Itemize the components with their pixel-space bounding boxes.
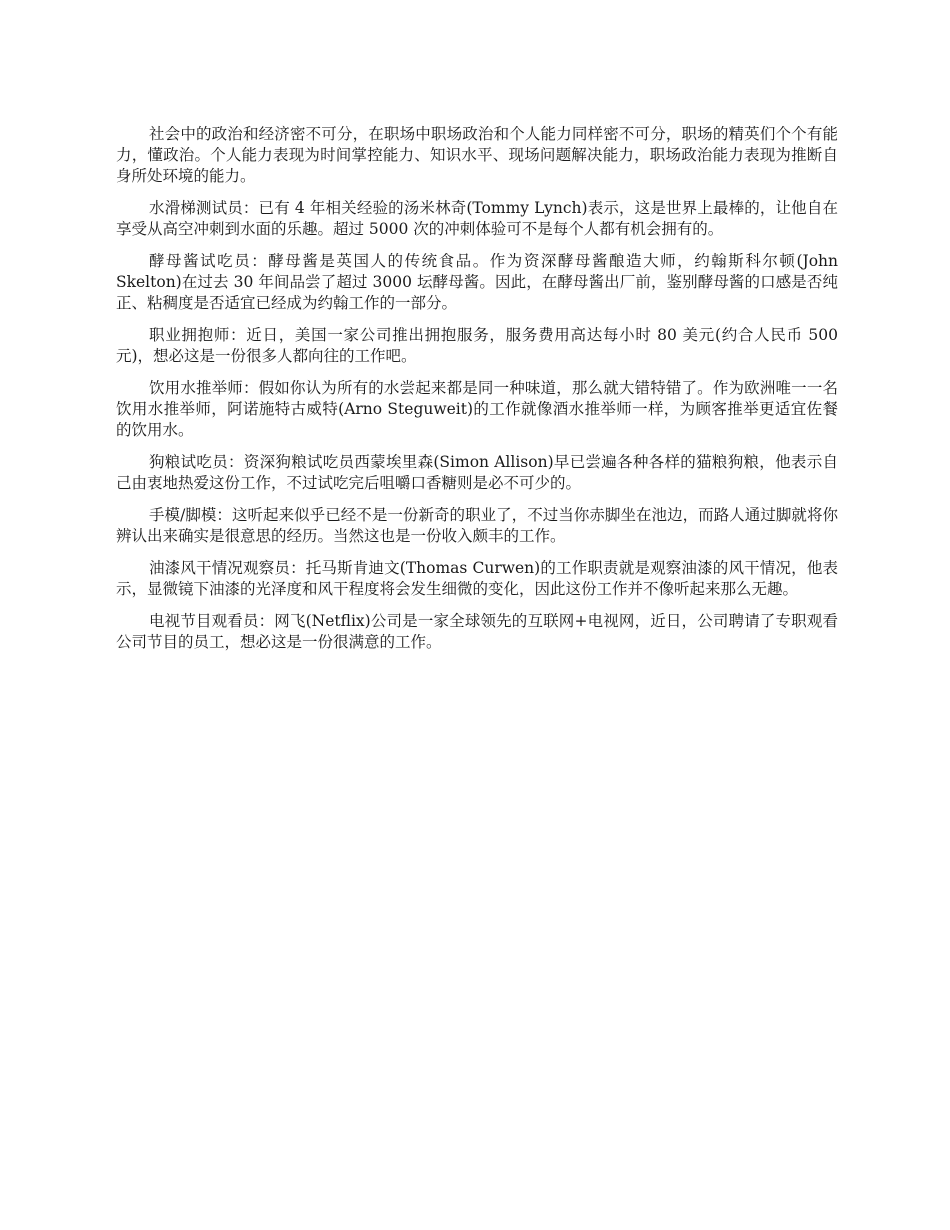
document-body (116, 124, 838, 664)
paragraph-hand-foot-model: 手模/脚模：这听起来似乎已经不是一份新奇的职业了，不过当你赤脚坐在池边，而路人通过脚就将你辨认出来确实是很意思的经历。当然这也是一份收入颇丰的工作。 (116, 506, 838, 545)
paragraph-professional-cuddler: 职业拥抱师：近日，美国一家公司推出拥抱服务，服务费用高达每小时 80 美元(约合人民币 500 元)，想必这是一份很多人都向往的工作吧。 (116, 326, 838, 365)
paragraph-tv-show-watcher: 电视节目观看员：网飞(Netflix)公司是一家全球领先的互联网+电视网，近日，公司聘请了专职观看公司节目的员工，想必这是一份很满意的工作。 (116, 612, 838, 651)
paragraph-pet-food-taster: 狗粮试吃员：资深狗粮试吃员西蒙埃里森(Simon Allison)早已尝遍各种各样的猫粮狗粮，他表示自己由衷地热爱这份工作，不过试吃完后咀嚼口香糖则是必不可少的。 (116, 453, 838, 492)
paragraph-water-sommelier: 饮用水推举师：假如你认为所有的水尝起来都是同一种味道，那么就大错特错了。作为欧洲唯一一名饮用水推举师，阿诺施特古威特(Arno Steguweit)的工作就像酒水推举师一样，为顾客推举更适宜佐餐的饮用水。 (116, 379, 838, 439)
paragraph-paint-drying-observer: 油漆风干情况观察员：托马斯肯迪文(Thomas Curwen)的工作职责就是观察油漆的风干情况，他表示，显微镜下油漆的光泽度和风干程度将会发生细微的变化，因此这份工作并不像听起来那么无趣。 (116, 559, 838, 598)
paragraph-water-slide-tester: 水滑梯测试员：已有 4 年相关经验的汤米林奇(Tommy Lynch)表示，这是世界上最棒的，让他自在享受从高空冲刺到水面的乐趣。超过 5000 次的冲刺体验可不是每个人都有机会拥有的。 (116, 199, 838, 238)
paragraph-yeast-spread-taster: 酵母酱试吃员：酵母酱是英国人的传统食品。作为资深酵母酱酿造大师，约翰斯科尔顿(John Skelton)在过去 30 年间品尝了超过 3000 坛酵母酱。因此，在酵母酱出厂前，鉴别酵母酱的口感是否纯正、粘稠度是否适宜已经成为约翰工作的一部分。 (116, 252, 838, 312)
paragraph-intro: 社会中的政治和经济密不可分，在职场中职场政治和个人能力同样密不可分，职场的精英们个个有能力，懂政治。个人能力表现为时间掌控能力、知识水平、现场问题解决能力，职场政治能力表现为推断自身所处环境的能力。 (116, 125, 838, 185)
